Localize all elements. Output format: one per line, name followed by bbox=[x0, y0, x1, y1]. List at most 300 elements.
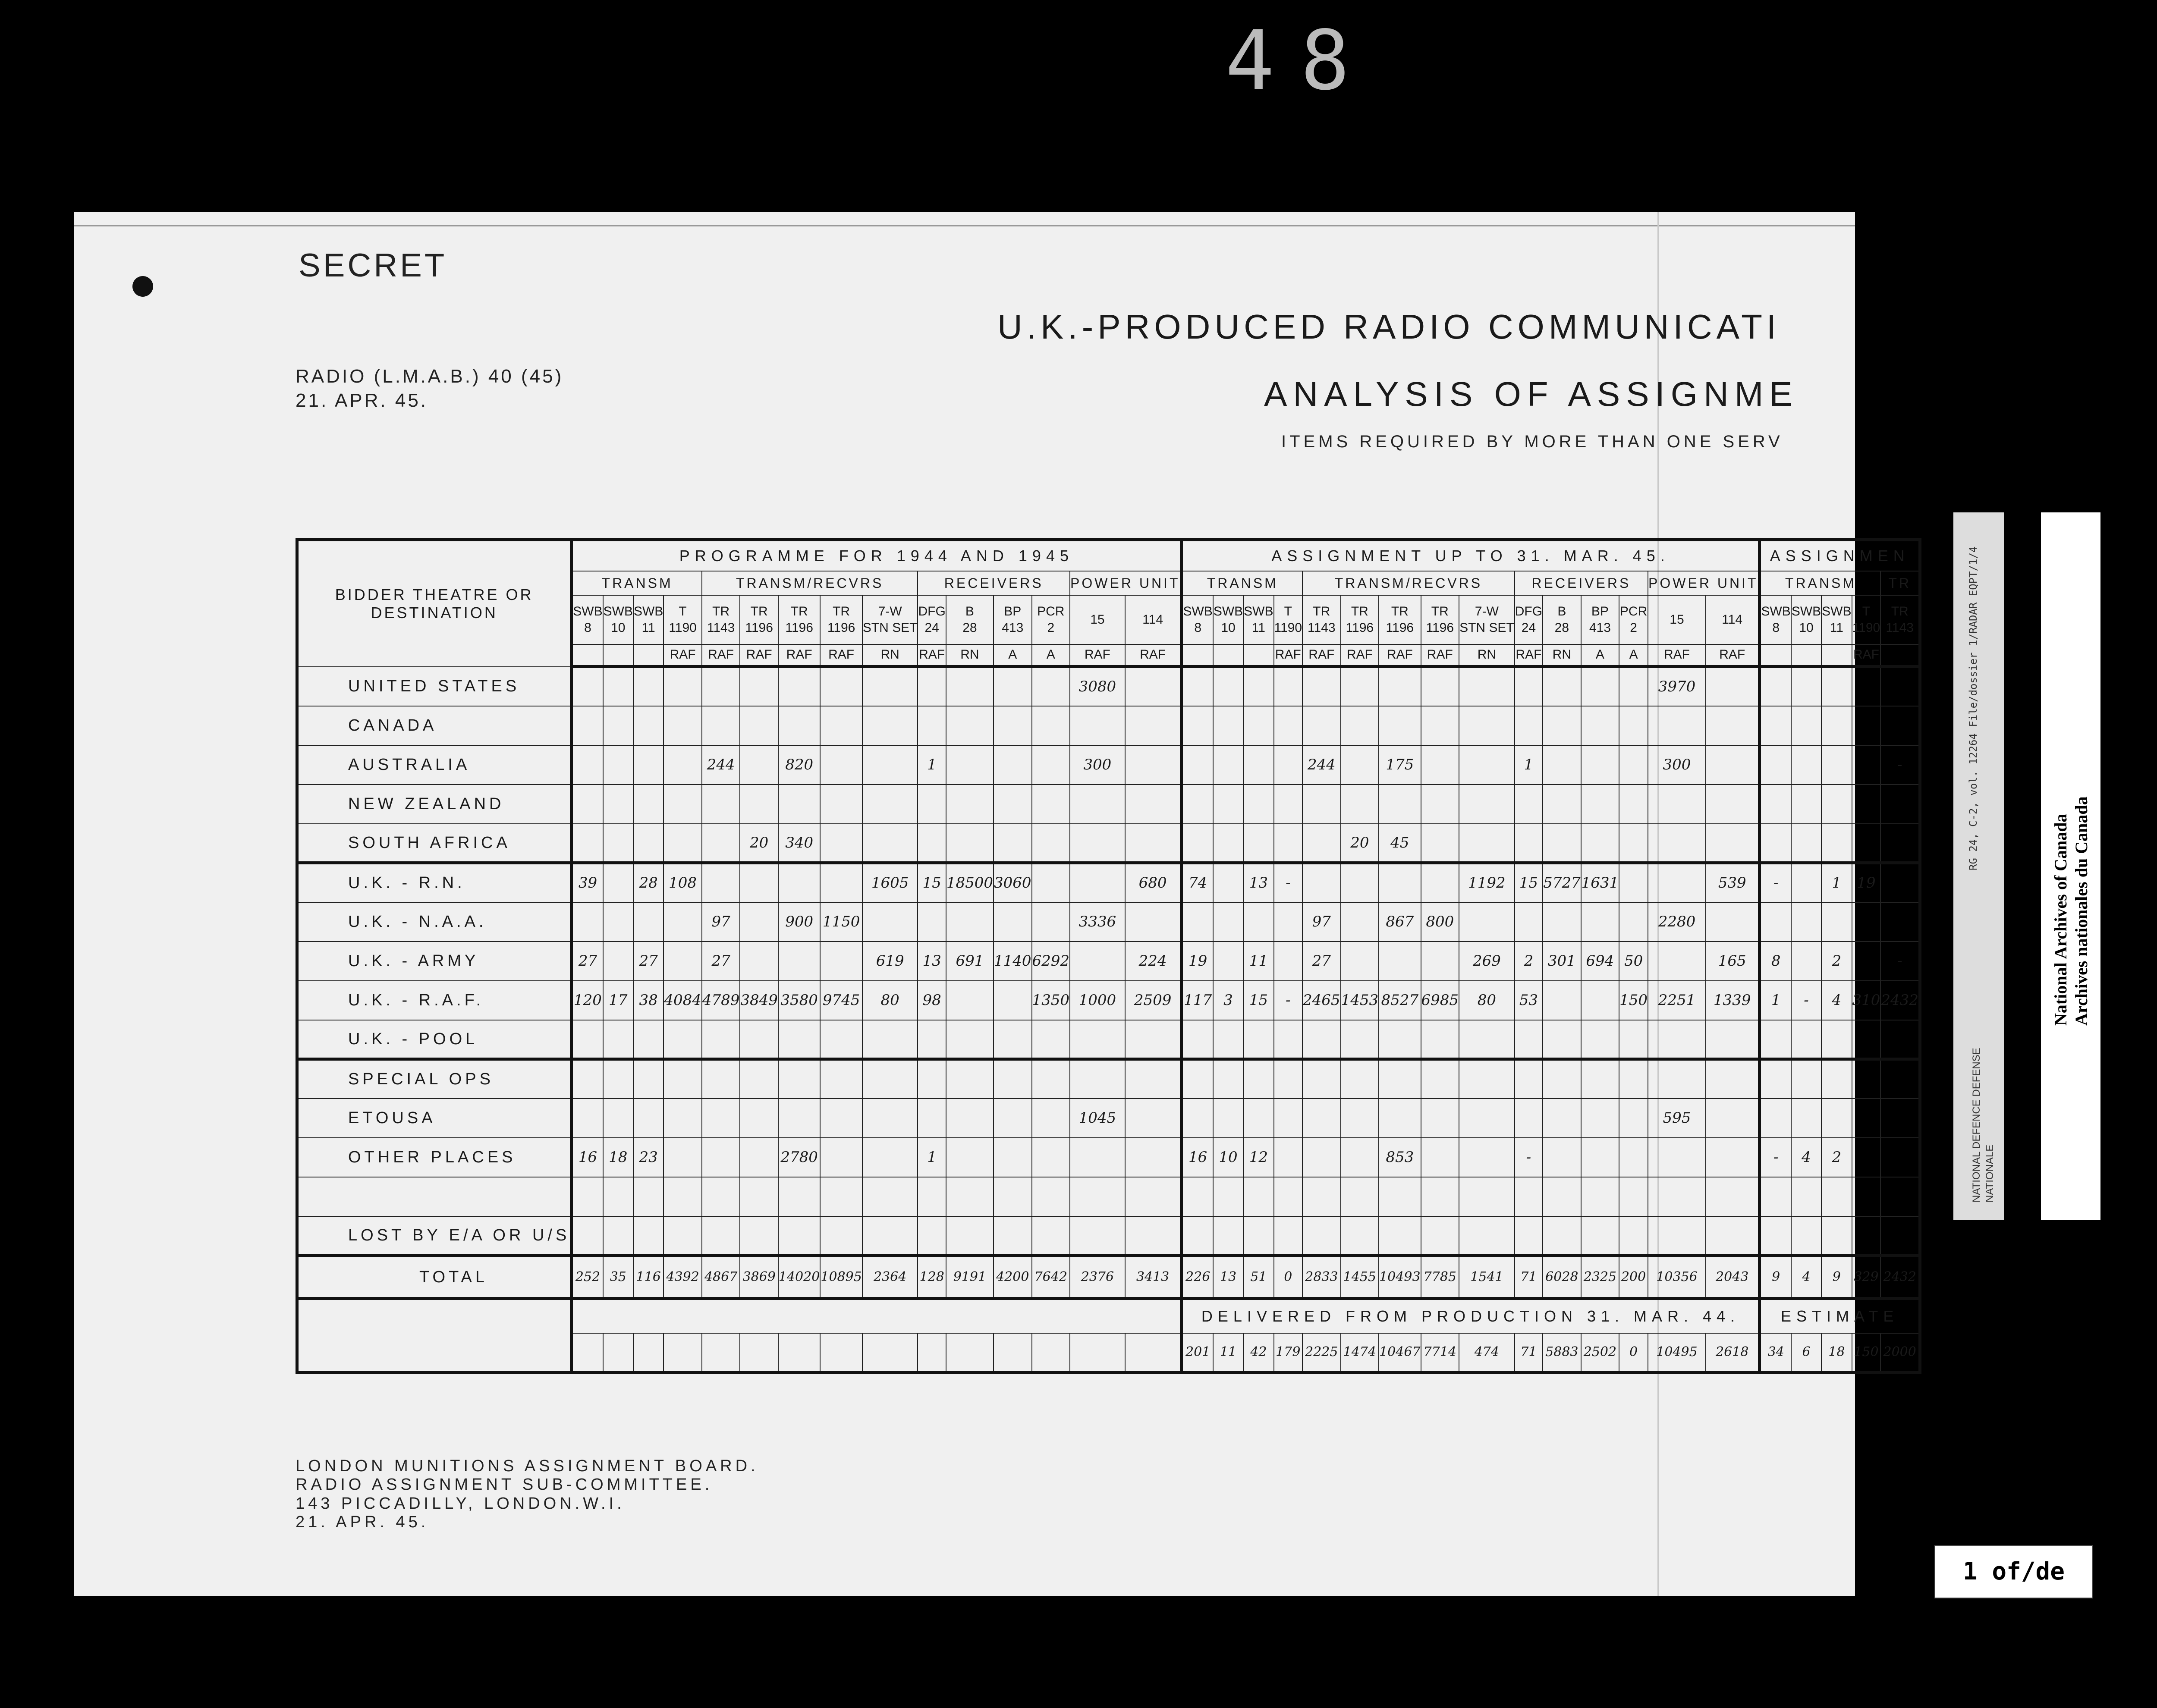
column-service: RAF bbox=[1379, 644, 1421, 667]
empty-cell bbox=[1032, 1333, 1070, 1373]
table-cell bbox=[1880, 824, 1920, 863]
table-cell bbox=[1421, 1059, 1459, 1099]
delivered-cell: 7714 bbox=[1421, 1333, 1459, 1373]
table-cell bbox=[1213, 824, 1243, 863]
group-header: POWER UNIT bbox=[1070, 571, 1182, 595]
table-cell bbox=[1648, 706, 1706, 745]
column-header bbox=[1302, 595, 1341, 644]
table-cell bbox=[1421, 1216, 1459, 1256]
column-header bbox=[946, 595, 994, 644]
table-cell: 1631 bbox=[1581, 863, 1619, 902]
empty-cell bbox=[862, 1333, 918, 1373]
table-cell bbox=[1619, 1138, 1648, 1177]
table-cell bbox=[603, 1216, 633, 1256]
table-cell bbox=[1421, 942, 1459, 981]
table-cell: 15 bbox=[1243, 981, 1273, 1020]
table-cell bbox=[1791, 745, 1821, 785]
table-cell bbox=[1213, 902, 1243, 942]
table-cell: - bbox=[1760, 1138, 1791, 1177]
table-cell bbox=[820, 1177, 862, 1216]
group-header: RECEIVERS bbox=[918, 571, 1070, 595]
table-cell bbox=[1852, 1216, 1881, 1256]
total-cell: 35 bbox=[603, 1256, 633, 1299]
table-cell bbox=[1182, 706, 1213, 745]
table-cell bbox=[633, 745, 663, 785]
column-item-number: 10 bbox=[1799, 620, 1814, 635]
department-stamp: NATIONAL DEFENCE DEFENSE NATIONALE bbox=[1971, 1048, 1996, 1203]
table-cell bbox=[1341, 1177, 1379, 1216]
table-cell bbox=[918, 1059, 946, 1099]
table-cell bbox=[862, 1216, 918, 1256]
empty-cell bbox=[603, 1333, 633, 1373]
table-cell bbox=[1760, 824, 1791, 863]
column-item-name: TR bbox=[1351, 604, 1368, 619]
table-cell: 117 bbox=[1182, 981, 1213, 1020]
table-cell bbox=[994, 1020, 1032, 1059]
table-cell: 2280 bbox=[1648, 902, 1706, 942]
table-cell bbox=[1379, 863, 1421, 902]
column-item-name: SWB bbox=[1761, 604, 1791, 619]
column-service bbox=[1821, 644, 1852, 667]
table-cell bbox=[1648, 1177, 1706, 1216]
column-header bbox=[1032, 595, 1070, 644]
table-cell bbox=[1791, 824, 1821, 863]
table-cell: 9745 bbox=[820, 981, 862, 1020]
table-cell bbox=[1880, 1099, 1920, 1138]
column-header bbox=[572, 595, 603, 644]
table-cell bbox=[1791, 785, 1821, 824]
table-cell bbox=[1706, 1138, 1760, 1177]
table-cell bbox=[1515, 785, 1543, 824]
total-row bbox=[297, 1256, 1920, 1299]
table-cell bbox=[918, 824, 946, 863]
table-cell bbox=[1421, 1020, 1459, 1059]
table-cell bbox=[1515, 1020, 1543, 1059]
table-cell bbox=[1213, 1177, 1243, 1216]
table-cell bbox=[1543, 667, 1581, 706]
archive-name-fr: Archives nationales du Canada bbox=[2072, 796, 2091, 1026]
column-service bbox=[1213, 644, 1243, 667]
table-cell: 4084 bbox=[663, 981, 702, 1020]
table-cell bbox=[1543, 1216, 1581, 1256]
table-cell: 80 bbox=[1459, 981, 1515, 1020]
column-service: RAF bbox=[778, 644, 820, 667]
table-cell bbox=[702, 1138, 740, 1177]
table-cell: 4 bbox=[1791, 1138, 1821, 1177]
table-cell bbox=[1421, 1138, 1459, 1177]
total-cell: 4 bbox=[1791, 1256, 1821, 1299]
total-cell: 9191 bbox=[946, 1256, 994, 1299]
table-cell bbox=[1302, 785, 1341, 824]
total-cell: 0 bbox=[1274, 1256, 1303, 1299]
table-cell bbox=[740, 745, 778, 785]
table-cell bbox=[1125, 667, 1182, 706]
table-cell bbox=[778, 667, 820, 706]
table-cell: 80 bbox=[862, 981, 918, 1020]
table-cell bbox=[1274, 667, 1303, 706]
table-cell bbox=[1032, 1099, 1070, 1138]
row-label: U.K. - N.A.A. bbox=[297, 902, 572, 942]
table-cell bbox=[820, 706, 862, 745]
table-cell: 27 bbox=[572, 942, 603, 981]
column-item-number: 1196 bbox=[1346, 620, 1374, 635]
table-cell bbox=[1760, 1020, 1791, 1059]
column-item-number: 1190 bbox=[1852, 620, 1880, 635]
table-cell: 53 bbox=[1515, 981, 1543, 1020]
table-cell bbox=[1821, 1216, 1852, 1256]
table-cell bbox=[1760, 706, 1791, 745]
table-cell bbox=[1274, 1177, 1303, 1216]
table-cell bbox=[740, 1059, 778, 1099]
column-item-number: 8 bbox=[584, 620, 591, 635]
archive-name-en: National Archives of Canada bbox=[2051, 813, 2070, 1026]
table-cell bbox=[1706, 1059, 1760, 1099]
table-cell bbox=[1852, 942, 1881, 981]
document-subtitle: ANALYSIS OF ASSIGNME bbox=[1264, 375, 1799, 413]
table-cell bbox=[1274, 706, 1303, 745]
table-cell: 2780 bbox=[778, 1138, 820, 1177]
table-cell bbox=[1032, 863, 1070, 902]
table-cell bbox=[1760, 902, 1791, 942]
row-label: UNITED STATES bbox=[297, 667, 572, 706]
table-cell bbox=[1581, 824, 1619, 863]
table-cell: 3080 bbox=[1070, 667, 1125, 706]
table-cell bbox=[1125, 706, 1182, 745]
table-cell bbox=[946, 667, 994, 706]
column-header bbox=[820, 595, 862, 644]
table-cell bbox=[1706, 1216, 1760, 1256]
table-cell bbox=[1243, 745, 1273, 785]
table-cell bbox=[1648, 1020, 1706, 1059]
table-cell bbox=[1070, 863, 1125, 902]
table-cell: 1 bbox=[1760, 981, 1791, 1020]
table-cell bbox=[1760, 1177, 1791, 1216]
total-cell: 14020 bbox=[778, 1256, 820, 1299]
table-cell: 1453 bbox=[1341, 981, 1379, 1020]
table-cell bbox=[820, 863, 862, 902]
table-cell bbox=[1302, 667, 1341, 706]
column-header bbox=[1791, 595, 1821, 644]
table-cell bbox=[1543, 824, 1581, 863]
table-cell bbox=[1213, 863, 1243, 902]
table-cell bbox=[994, 981, 1032, 1020]
table-cell bbox=[1302, 824, 1341, 863]
table-cell bbox=[820, 942, 862, 981]
column-item-name: B bbox=[965, 604, 974, 619]
table-cell bbox=[946, 745, 994, 785]
table-cell bbox=[1274, 785, 1303, 824]
table-cell bbox=[1581, 667, 1619, 706]
archive-reference: RG 24, C-2, vol. 12264 File/dossier 1/RADAR EQPT/1/4 bbox=[1967, 546, 1979, 870]
column-item-number: 1143 bbox=[1886, 620, 1914, 635]
total-cell: 4867 bbox=[702, 1256, 740, 1299]
table-cell bbox=[946, 981, 994, 1020]
table-cell bbox=[663, 785, 702, 824]
table-cell bbox=[1459, 1059, 1515, 1099]
table-cell bbox=[1421, 863, 1459, 902]
table-cell bbox=[663, 824, 702, 863]
table-cell bbox=[1880, 1216, 1920, 1256]
assignment-table bbox=[296, 538, 1921, 1374]
table-cell: 19 bbox=[1182, 942, 1213, 981]
table-cell: 3580 bbox=[778, 981, 820, 1020]
row-label: LOST BY E/A OR U/S bbox=[297, 1216, 572, 1256]
footer-line: 143 PICCADILLY, LONDON.W.I. bbox=[296, 1494, 625, 1513]
table-cell bbox=[1543, 902, 1581, 942]
table-cell bbox=[820, 824, 862, 863]
row-label: AUSTRALIA bbox=[297, 745, 572, 785]
table-cell bbox=[1032, 1216, 1070, 1256]
column-item-number: 11 bbox=[641, 620, 655, 635]
table-cell: 5727 bbox=[1543, 863, 1581, 902]
estimate-cell: 34 bbox=[1760, 1333, 1791, 1373]
table-cell bbox=[1182, 824, 1213, 863]
total-cell: 9 bbox=[1760, 1256, 1791, 1299]
table-cell bbox=[1706, 902, 1760, 942]
table-cell bbox=[1213, 706, 1243, 745]
table-cell bbox=[1182, 1216, 1213, 1256]
table-cell bbox=[633, 706, 663, 745]
table-cell bbox=[946, 1177, 994, 1216]
empty-cell bbox=[740, 1333, 778, 1373]
group-header: TR bbox=[1880, 571, 1920, 595]
table-cell: 300 bbox=[1070, 745, 1125, 785]
table-cell bbox=[740, 706, 778, 745]
column-service: RAF bbox=[1302, 644, 1341, 667]
table-row bbox=[297, 902, 1920, 942]
row-label: NEW ZEALAND bbox=[297, 785, 572, 824]
total-cell: 226 bbox=[1182, 1256, 1213, 1299]
table-cell bbox=[1341, 1059, 1379, 1099]
table-cell bbox=[1274, 745, 1303, 785]
table-cell: 27 bbox=[633, 942, 663, 981]
table-cell bbox=[862, 785, 918, 824]
table-cell: 1 bbox=[918, 745, 946, 785]
table-cell bbox=[1125, 1059, 1182, 1099]
estimate-cell: 150 bbox=[1852, 1333, 1881, 1373]
table-cell: 2251 bbox=[1648, 981, 1706, 1020]
table-cell: 1150 bbox=[820, 902, 862, 942]
table-row bbox=[297, 1216, 1920, 1256]
table-cell bbox=[778, 1216, 820, 1256]
table-cell: 900 bbox=[778, 902, 820, 942]
table-cell bbox=[1760, 1216, 1791, 1256]
table-cell: 23 bbox=[633, 1138, 663, 1177]
table-cell bbox=[1543, 1020, 1581, 1059]
table-cell bbox=[603, 1177, 633, 1216]
column-item-number: 11 bbox=[1830, 620, 1843, 635]
table-cell bbox=[572, 1177, 603, 1216]
column-item-name: T bbox=[1862, 604, 1871, 619]
table-cell: 2 bbox=[1821, 1138, 1852, 1177]
table-cell: 28 bbox=[633, 863, 663, 902]
table-cell bbox=[1379, 1177, 1421, 1216]
table-cell bbox=[1821, 706, 1852, 745]
table-cell bbox=[1648, 863, 1706, 902]
table-cell bbox=[1459, 1138, 1515, 1177]
table-cell bbox=[1032, 902, 1070, 942]
table-cell bbox=[862, 1099, 918, 1138]
table-cell bbox=[1421, 785, 1459, 824]
table-row bbox=[297, 1020, 1920, 1059]
table-cell bbox=[1706, 785, 1760, 824]
column-header bbox=[862, 595, 918, 644]
table-cell bbox=[1070, 1020, 1125, 1059]
total-cell: 10493 bbox=[1379, 1256, 1421, 1299]
group-header: TRANSM/RECVRS bbox=[702, 571, 918, 595]
table-cell bbox=[994, 824, 1032, 863]
table-cell bbox=[1852, 824, 1881, 863]
column-service: RAF bbox=[663, 644, 702, 667]
table-cell: - bbox=[1880, 745, 1920, 785]
column-header bbox=[1125, 595, 1182, 644]
total-cell: 51 bbox=[1243, 1256, 1273, 1299]
estimate-cell: 18 bbox=[1821, 1333, 1852, 1373]
table-cell bbox=[1213, 785, 1243, 824]
table-cell bbox=[862, 1177, 918, 1216]
table-cell bbox=[702, 1020, 740, 1059]
table-cell bbox=[1760, 1059, 1791, 1099]
column-item-name: SWB bbox=[603, 604, 633, 619]
table-cell: 74 bbox=[1182, 863, 1213, 902]
table-cell bbox=[1581, 785, 1619, 824]
table-cell bbox=[1032, 1020, 1070, 1059]
column-item-number: 1196 bbox=[1426, 620, 1454, 635]
table-cell bbox=[1070, 785, 1125, 824]
table-cell: 45 bbox=[1379, 824, 1421, 863]
table-cell bbox=[1302, 1020, 1341, 1059]
table-cell bbox=[1648, 942, 1706, 981]
table-cell bbox=[1852, 785, 1881, 824]
table-cell bbox=[946, 706, 994, 745]
table-cell bbox=[1852, 1059, 1881, 1099]
table-cell bbox=[702, 1216, 740, 1256]
table-cell bbox=[1125, 1138, 1182, 1177]
table-cell bbox=[820, 1099, 862, 1138]
table-cell: 3336 bbox=[1070, 902, 1125, 942]
table-cell: 175 bbox=[1379, 745, 1421, 785]
delivered-spacer bbox=[572, 1299, 1182, 1333]
estimate-label: ESTIMATE bbox=[1760, 1299, 1920, 1333]
table-cell: 27 bbox=[1302, 942, 1341, 981]
table-cell: - bbox=[1760, 863, 1791, 902]
table-cell bbox=[1459, 1177, 1515, 1216]
table-cell: 13 bbox=[918, 942, 946, 981]
column-header bbox=[740, 595, 778, 644]
row-label: SPECIAL OPS bbox=[297, 1059, 572, 1099]
table-cell: 300 bbox=[1648, 745, 1706, 785]
table-cell bbox=[1274, 1020, 1303, 1059]
table-cell bbox=[1070, 1138, 1125, 1177]
table-cell bbox=[1032, 785, 1070, 824]
table-cell bbox=[603, 1099, 633, 1138]
table-cell bbox=[1341, 745, 1379, 785]
column-item-number: STN SET bbox=[1459, 620, 1514, 635]
table-cell bbox=[663, 1020, 702, 1059]
table-cell bbox=[603, 785, 633, 824]
table-cell bbox=[1852, 1099, 1881, 1138]
table-cell: 6985 bbox=[1421, 981, 1459, 1020]
table-cell bbox=[603, 1020, 633, 1059]
total-cell: 252 bbox=[572, 1256, 603, 1299]
row-label bbox=[297, 1177, 572, 1216]
column-item-number: 114 bbox=[1142, 612, 1163, 627]
table-cell bbox=[603, 745, 633, 785]
table-cell bbox=[994, 785, 1032, 824]
fold-line bbox=[74, 225, 1855, 226]
table-cell bbox=[1706, 706, 1760, 745]
table-cell bbox=[1341, 785, 1379, 824]
footer-line: RADIO ASSIGNMENT SUB-COMMITTEE. bbox=[296, 1476, 713, 1494]
table-cell bbox=[1791, 1216, 1821, 1256]
column-service: RN bbox=[1543, 644, 1581, 667]
table-cell bbox=[918, 1216, 946, 1256]
column-item-name: SWB bbox=[1213, 604, 1243, 619]
section-header: ASSIGNMEN bbox=[1760, 540, 1920, 571]
row-label: U.K. - R.A.F. bbox=[297, 981, 572, 1020]
table-cell bbox=[994, 902, 1032, 942]
column-item-name: TR bbox=[1391, 604, 1409, 619]
table-cell: - bbox=[1791, 981, 1821, 1020]
column-item-name: TR bbox=[1313, 604, 1330, 619]
column-header bbox=[1274, 595, 1303, 644]
classification-label: SECRET bbox=[299, 247, 447, 284]
table-cell: 108 bbox=[663, 863, 702, 902]
table-cell bbox=[1515, 1059, 1543, 1099]
table-cell bbox=[1543, 1177, 1581, 1216]
table-cell: 97 bbox=[702, 902, 740, 942]
table-cell bbox=[633, 1099, 663, 1138]
table-cell: 2 bbox=[1515, 942, 1543, 981]
column-item-number: 413 bbox=[1589, 620, 1611, 635]
table-cell bbox=[820, 667, 862, 706]
table-cell bbox=[1182, 1059, 1213, 1099]
table-cell bbox=[1581, 981, 1619, 1020]
table-cell: 1000 bbox=[1070, 981, 1125, 1020]
total-cell: 2364 bbox=[862, 1256, 918, 1299]
table-cell: 2 bbox=[1821, 942, 1852, 981]
table-cell: 3970 bbox=[1648, 667, 1706, 706]
table-cell: 539 bbox=[1706, 863, 1760, 902]
group-header: TRANSM bbox=[572, 571, 702, 595]
table-cell bbox=[1070, 706, 1125, 745]
column-item-number: 8 bbox=[1772, 620, 1780, 635]
table-cell bbox=[1341, 1138, 1379, 1177]
column-service: A bbox=[1581, 644, 1619, 667]
table-cell bbox=[946, 1059, 994, 1099]
table-cell bbox=[1341, 667, 1379, 706]
table-cell: 301 bbox=[1543, 942, 1581, 981]
table-cell: 6292 bbox=[1032, 942, 1070, 981]
table-cell: 3849 bbox=[740, 981, 778, 1020]
column-header bbox=[1379, 595, 1421, 644]
empty-cell bbox=[633, 1333, 663, 1373]
table-cell bbox=[1515, 902, 1543, 942]
table-cell bbox=[1648, 824, 1706, 863]
column-item-number: 2 bbox=[1630, 620, 1637, 635]
column-service: RAF bbox=[1274, 644, 1303, 667]
table-cell bbox=[778, 942, 820, 981]
table-cell bbox=[994, 1059, 1032, 1099]
punch-hole bbox=[132, 276, 153, 297]
table-cell bbox=[1125, 785, 1182, 824]
table-cell bbox=[1581, 1177, 1619, 1216]
column-header bbox=[1619, 595, 1648, 644]
table-cell bbox=[1274, 1059, 1303, 1099]
table-cell bbox=[1852, 1020, 1881, 1059]
table-cell bbox=[1070, 1177, 1125, 1216]
table-cell: 20 bbox=[740, 824, 778, 863]
